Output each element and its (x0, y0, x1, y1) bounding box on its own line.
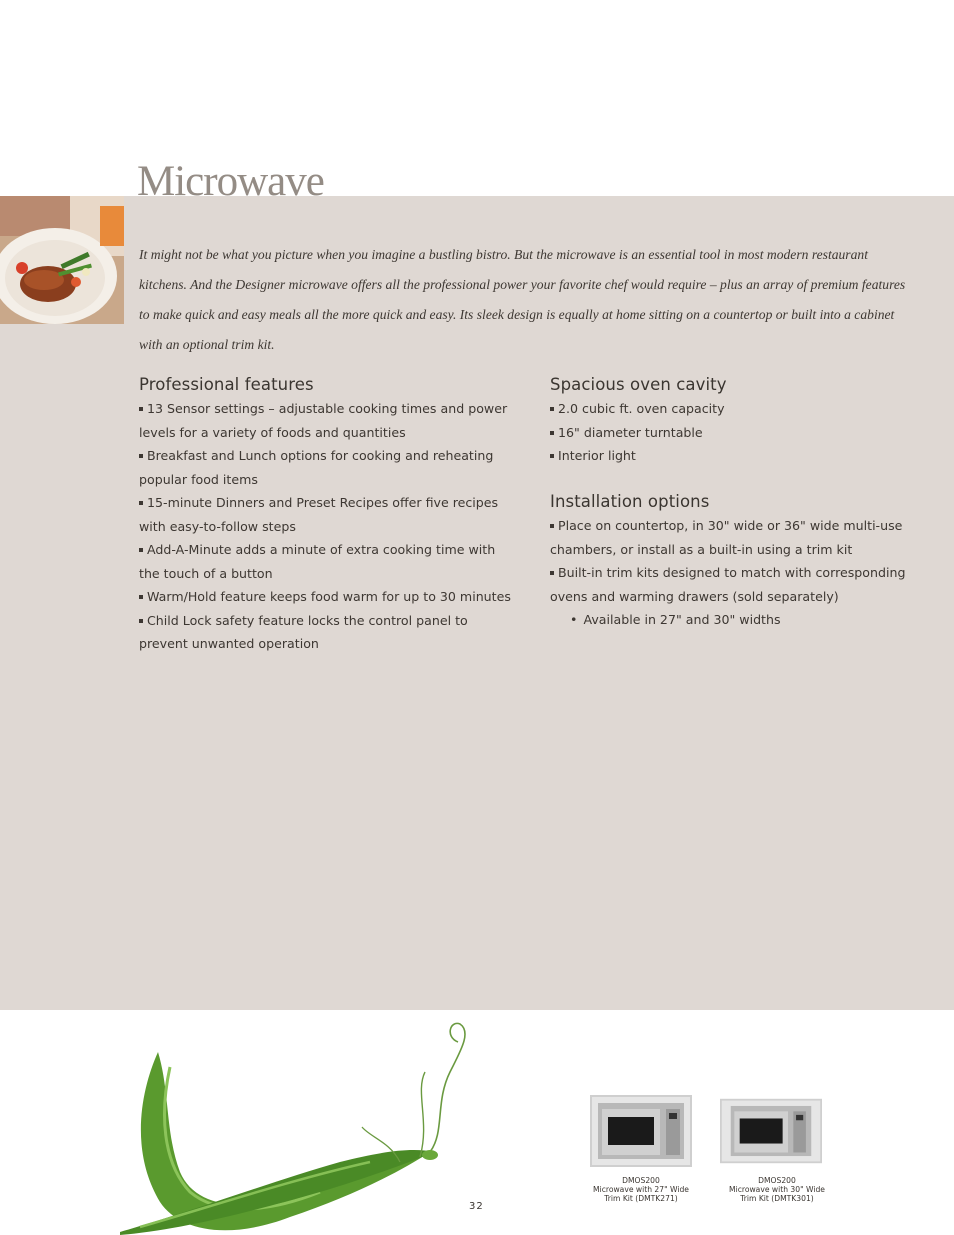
bullet-square-icon (550, 571, 554, 575)
bullet-dot-icon: • (570, 612, 578, 627)
list-item: 13 Sensor settings – adjustable cooking times and power levels for a variety of foods and quantities (139, 401, 508, 440)
list-item: Warm/Hold feature keeps food warm for up to 30 minutes (139, 585, 519, 609)
food-photo (0, 196, 124, 324)
bullet-square-icon (139, 501, 143, 505)
product-caption: DMOS200 Microwave with 27" Wide Trim Kit (DMTK271) (593, 1176, 689, 1203)
page-number: 32 (469, 1201, 484, 1212)
list-item: Interior light (550, 444, 930, 468)
list-item: Breakfast and Lunch options for cooking and reheating popular food items (139, 448, 494, 487)
list-item: 16" diameter turntable (550, 421, 930, 445)
section-heading: Professional features (139, 375, 314, 394)
bullet-square-icon (550, 524, 554, 528)
microwave-27-trim-image (590, 1095, 692, 1167)
professional-features-section (139, 375, 519, 656)
bullet-square-icon (139, 595, 143, 599)
list-item: Place on countertop, in 30" wide or 36" wide multi-use chambers, or install as a built-in using a trim kit (550, 518, 903, 557)
list-item: 2.0 cubic ft. oven capacity (550, 397, 930, 421)
bullet-square-icon (139, 407, 143, 411)
list-item: Built-in trim kits designed to match with corresponding ovens and warming drawers (sold separately) (550, 565, 906, 604)
bullet-square-icon (550, 431, 554, 435)
oven-cavity-section (550, 375, 930, 468)
intro-paragraph: It might not be what you picture when you imagine a bustling bistro. But the microwave is an essential tool in most modern restaurant kitchens. And the Designer microwave offers all the professional power your favorite chef would require – plus an array of premium features to make quick and easy meals all the more quick and easy. Its sleek design is equally at home sitting on a countertop or built into a cabinet with an optional trim kit. (139, 247, 906, 352)
section-heading: Spacious oven cavity (550, 375, 727, 394)
bullet-square-icon (139, 454, 143, 458)
product-caption: DMOS200 Microwave with 30" Wide Trim Kit (DMTK301) (729, 1176, 825, 1203)
list-item: Child Lock safety feature locks the control panel to prevent unwanted operation (139, 612, 468, 651)
page-title: Microwave (137, 158, 324, 205)
bullet-square-icon (550, 407, 554, 411)
bullet-square-icon (139, 619, 143, 623)
bullet-square-icon (550, 454, 554, 458)
list-item: 15-minute Dinners and Preset Recipes offer five recipes with easy-to-follow steps (139, 495, 499, 534)
installation-options-section (550, 492, 930, 632)
microwave-30-trim-image (720, 1095, 822, 1167)
list-item: Add-A-Minute adds a minute of extra cooking time with the touch of a button (139, 542, 496, 581)
bullet-square-icon (139, 548, 143, 552)
green-beans-illustration (100, 1012, 490, 1235)
list-sub-item: • Available in 27" and 30" widths (570, 612, 781, 627)
section-heading: Installation options (550, 492, 710, 511)
